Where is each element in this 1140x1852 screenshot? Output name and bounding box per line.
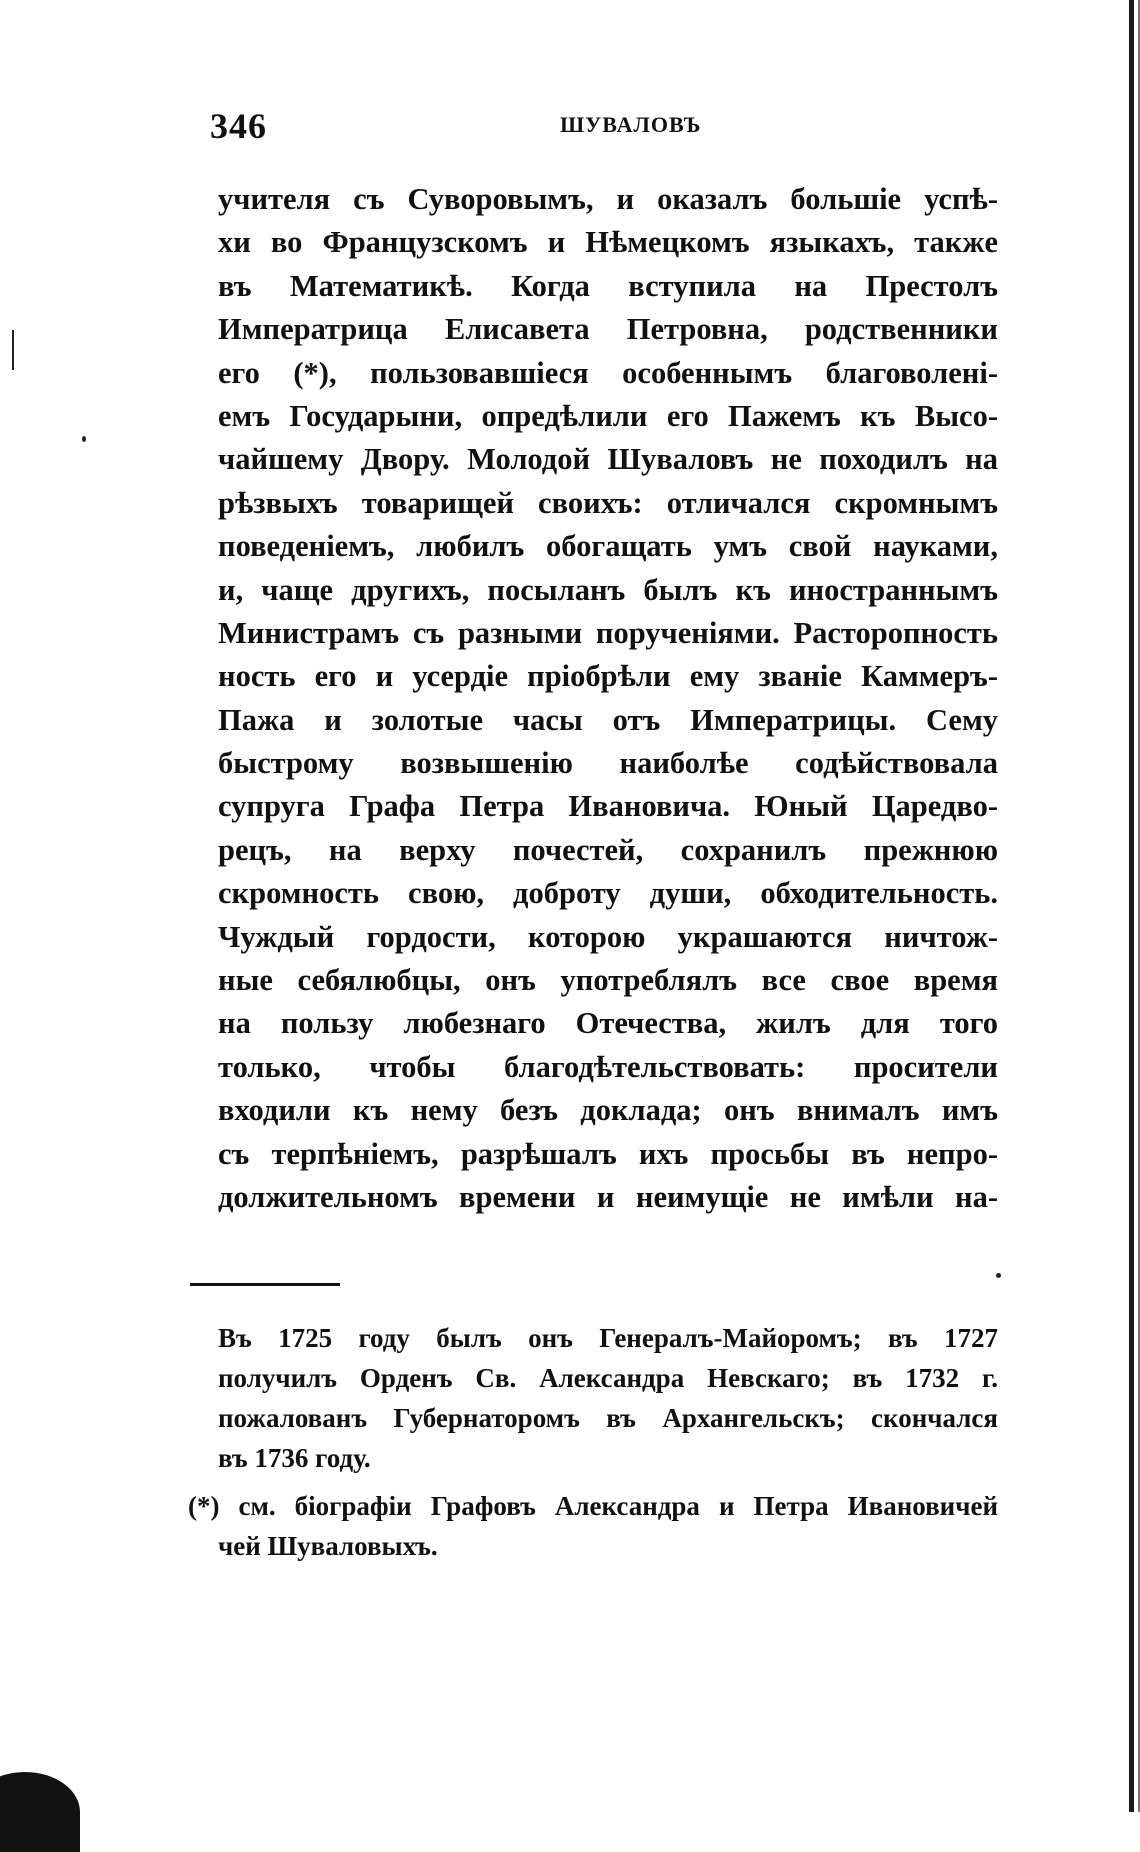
footnote-line: въ 1736 году. (218, 1443, 371, 1473)
text-line: въ Математикѣ. Когда вступила на Престолъ (218, 268, 998, 303)
text-line: должительномъ времени и неимущіе не имѣли на- (218, 1179, 998, 1214)
footnote-line: Въ 1725 году былъ онъ Генералъ-Майоромъ; въ 1727 (218, 1323, 998, 1353)
page-edge-shadow (1129, 0, 1134, 1812)
footnote-first (218, 1318, 998, 1478)
footnote-line-with-mark (188, 1486, 998, 1526)
text-line: скромность свою, доброту души, обходительность. (218, 876, 998, 911)
text-line: ность его и усердіе пріобрѣли ему званіе Каммеръ- (218, 659, 998, 694)
footnote-line: получилъ Орденъ Св. Александра Невскаго; въ 1732 г. (218, 1363, 998, 1393)
ink-speck (82, 436, 86, 442)
scan-shadow (0, 1772, 80, 1852)
text-line: только, чтобы благодѣтельствовать: просители (218, 1049, 998, 1084)
text-line: быстрому возвышенію наиболѣе содѣйствовала (218, 746, 998, 781)
text-line: съ терпѣніемъ, разрѣшалъ ихъ просьбы въ непро- (218, 1136, 998, 1171)
text-line: учителя съ Суворовымъ, и оказалъ большіе успѣ- (218, 182, 998, 216)
footnote-mark: (*) (188, 1491, 220, 1521)
text-line: рецъ, на верху почестей, сохранилъ прежнюю (218, 832, 998, 867)
ink-speck (12, 330, 14, 370)
main-text (218, 178, 998, 1219)
text-line: ные себялюбцы, онъ употреблялъ все свое время (218, 963, 998, 998)
footnote-line: чей Шуваловыхъ. (218, 1531, 438, 1561)
text-line: входили къ нему безъ доклада; онъ внималъ имъ (218, 1093, 998, 1128)
footnotes (188, 1318, 998, 1566)
text-line: и, чаще другихъ, посыланъ былъ къ иностраннымъ (218, 572, 998, 607)
text-line: Пажа и золотые часы отъ Императрицы. Сему (218, 702, 998, 737)
text-line: на пользу любезнаго Отечества, жилъ для того (218, 1006, 998, 1041)
text-line: супруга Графа Петра Ивановича. Юный Царедво- (218, 789, 998, 824)
text-line: Императрица Елисавета Петровна, родственники (218, 312, 998, 347)
footnote-line: пожалованъ Губернаторомъ въ Архангельскъ; скончался (218, 1403, 998, 1433)
footnote-line: см. біографіи Графовъ Александра и Петра Ивановичей (238, 1491, 998, 1521)
text-line: Министрамъ съ разными порученіями. Расторопность (218, 615, 998, 650)
running-title: ШУВАЛОВЪ (560, 112, 702, 137)
ink-speck (996, 1273, 1001, 1278)
footnote-second (188, 1486, 998, 1566)
page-number: 346 (210, 106, 267, 146)
text-line: его (*), пользовавшіеся особеннымъ благоволені- (218, 355, 998, 390)
text-line: емъ Государыни, опредѣлили его Пажемъ къ Высо- (218, 398, 998, 433)
footnote-rule (190, 1283, 340, 1286)
text-line: поведеніемъ, любилъ обогащать умъ свой науками, (218, 529, 998, 564)
text-line: чайшему Двору. Молодой Шуваловъ не походилъ на (218, 442, 998, 477)
text-line: рѣзвыхъ товарищей своихъ: отличался скромнымъ (218, 485, 998, 520)
text-line: Чуждый гордости, которою украшаются ничтож- (218, 919, 998, 954)
text-line: хи во Французскомъ и Нѣмецкомъ языкахъ, такжe (218, 225, 998, 260)
